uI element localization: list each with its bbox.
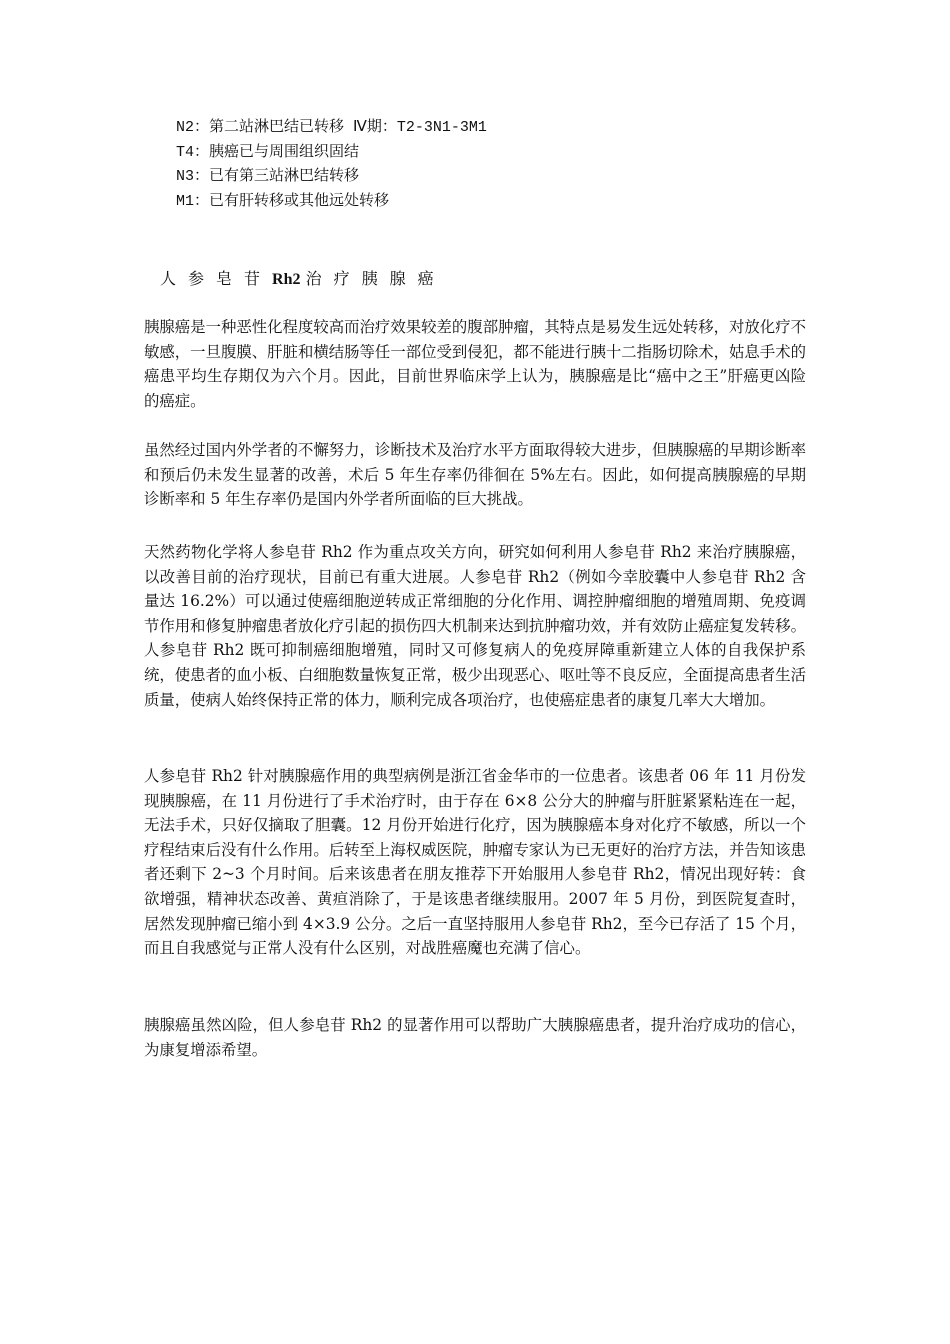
paragraph-conclusion: 胰腺癌虽然凶险，但人参皂苷 Rh2 的显著作用可以帮助广大胰腺癌患者，提升治疗成功的信心，为康复增添希望。 xyxy=(144,1016,806,1059)
staging-item-m1: M1：已有肝转移或其他远处转移 xyxy=(176,192,390,210)
staging-item-n3: N3：已有第三站淋巴结转移 xyxy=(176,168,360,185)
section-heading xyxy=(160,266,446,289)
paragraph-rh2-mechanism: 天然药物化学将人参皂苷 Rh2 作为重点攻关方向，研究如何利用人参皂苷 Rh2 来治疗胰腺癌，以改善目前的治疗现状，目前已有重大进展。人参皂苷 Rh2（例如今幸胶囊中人参皂苷 Rh2 含量达 16.2%）可以通过使癌细胞逆转成正常细胞的分化作用、调控肿瘤细胞的增殖周期、免疫调节作用和修复肿瘤患者放化疗引起的损伤四大机制来达到抗肿瘤功效，并有效防止癌症复发转移。人参皂苷 Rh2 既可抑制癌细胞增殖，同时又可修复病人的免疫屏障重新建立人体的自我保护系统，使患者的血小板、白细胞数量恢复正常，极少出现恶心、呕吐等不良反应，全面提高患者生活质量，使病人始终保持正常的体力，顺利完成各项治疗，也使癌症患者的康复几率大大增加。 xyxy=(144,543,806,709)
paragraph-diagnosis: 虽然经过国内外学者的不懈努力，诊断技术及治疗水平方面取得较大进步，但胰腺癌的早期诊断率和预后仍未发生显著的改善，术后 5 年生存率仍徘徊在 5%左右。因此，如何提高胰腺癌的早期诊断率和 5 年生存率仍是国内外学者所面临的巨大挑战。 xyxy=(144,441,806,509)
paragraph-case-study: 人参皂苷 Rh2 针对胰腺癌作用的典型病例是浙江省金华市的一位患者。该患者 06 年 11 月份发现胰腺癌，在 11 月份进行了手术治疗时，由于存在 6×8 公分大的肿瘤与肝脏紧紧粘连在一起，无法手术，只好仅摘取了胆囊。12 月份开始进行化疗，因为胰腺癌本身对化疗不敏感，所以一个疗程结束后没有什么作用。后转至上海权威医院，肿瘤专家认为已无更好的治疗方法，并告知该患者还剩下 2~3 个月时间。后来该患者在朋友推荐下开始服用人参皂苷 Rh2，情况出现好转：食欲增强，精神状态改善、黄疸消除了，于是该患者继续服用。2007 年 5 月份，到医院复查时，居然发现肿瘤已缩小到 4×3.9 公分。之后一直坚持服用人参皂苷 Rh2，至今已存活了 15 个月，而且自我感觉与正常人没有什么区别，对战胜癌魔也充满了信心。 xyxy=(144,767,806,958)
heading-prefix: 人参皂苷 xyxy=(160,269,273,288)
heading-compound: Rh2 xyxy=(272,271,301,288)
staging-item-n2: N2：第二站淋巴结已转移 Ⅳ期：T2-3N1-3M1 xyxy=(176,119,487,136)
staging-list xyxy=(176,116,816,214)
paragraph-intro: 胰腺癌是一种恶性化程度较高而治疗效果较差的腹部肿瘤，其特点是易发生远处转移，对放化疗不敏感，一旦腹膜、肝脏和横结肠等任一部位受到侵犯，都不能进行胰十二指肠切除术，姑息手术的癌患平均生存期仅为六个月。因此，目前世界临床学上认为，胰腺癌是比“癌中之王”肝癌更凶险的癌症。 xyxy=(144,318,806,410)
staging-item-t4: T4：胰癌已与周围组织固结 xyxy=(176,143,360,161)
heading-suffix: 治疗胰腺癌 xyxy=(305,269,446,288)
